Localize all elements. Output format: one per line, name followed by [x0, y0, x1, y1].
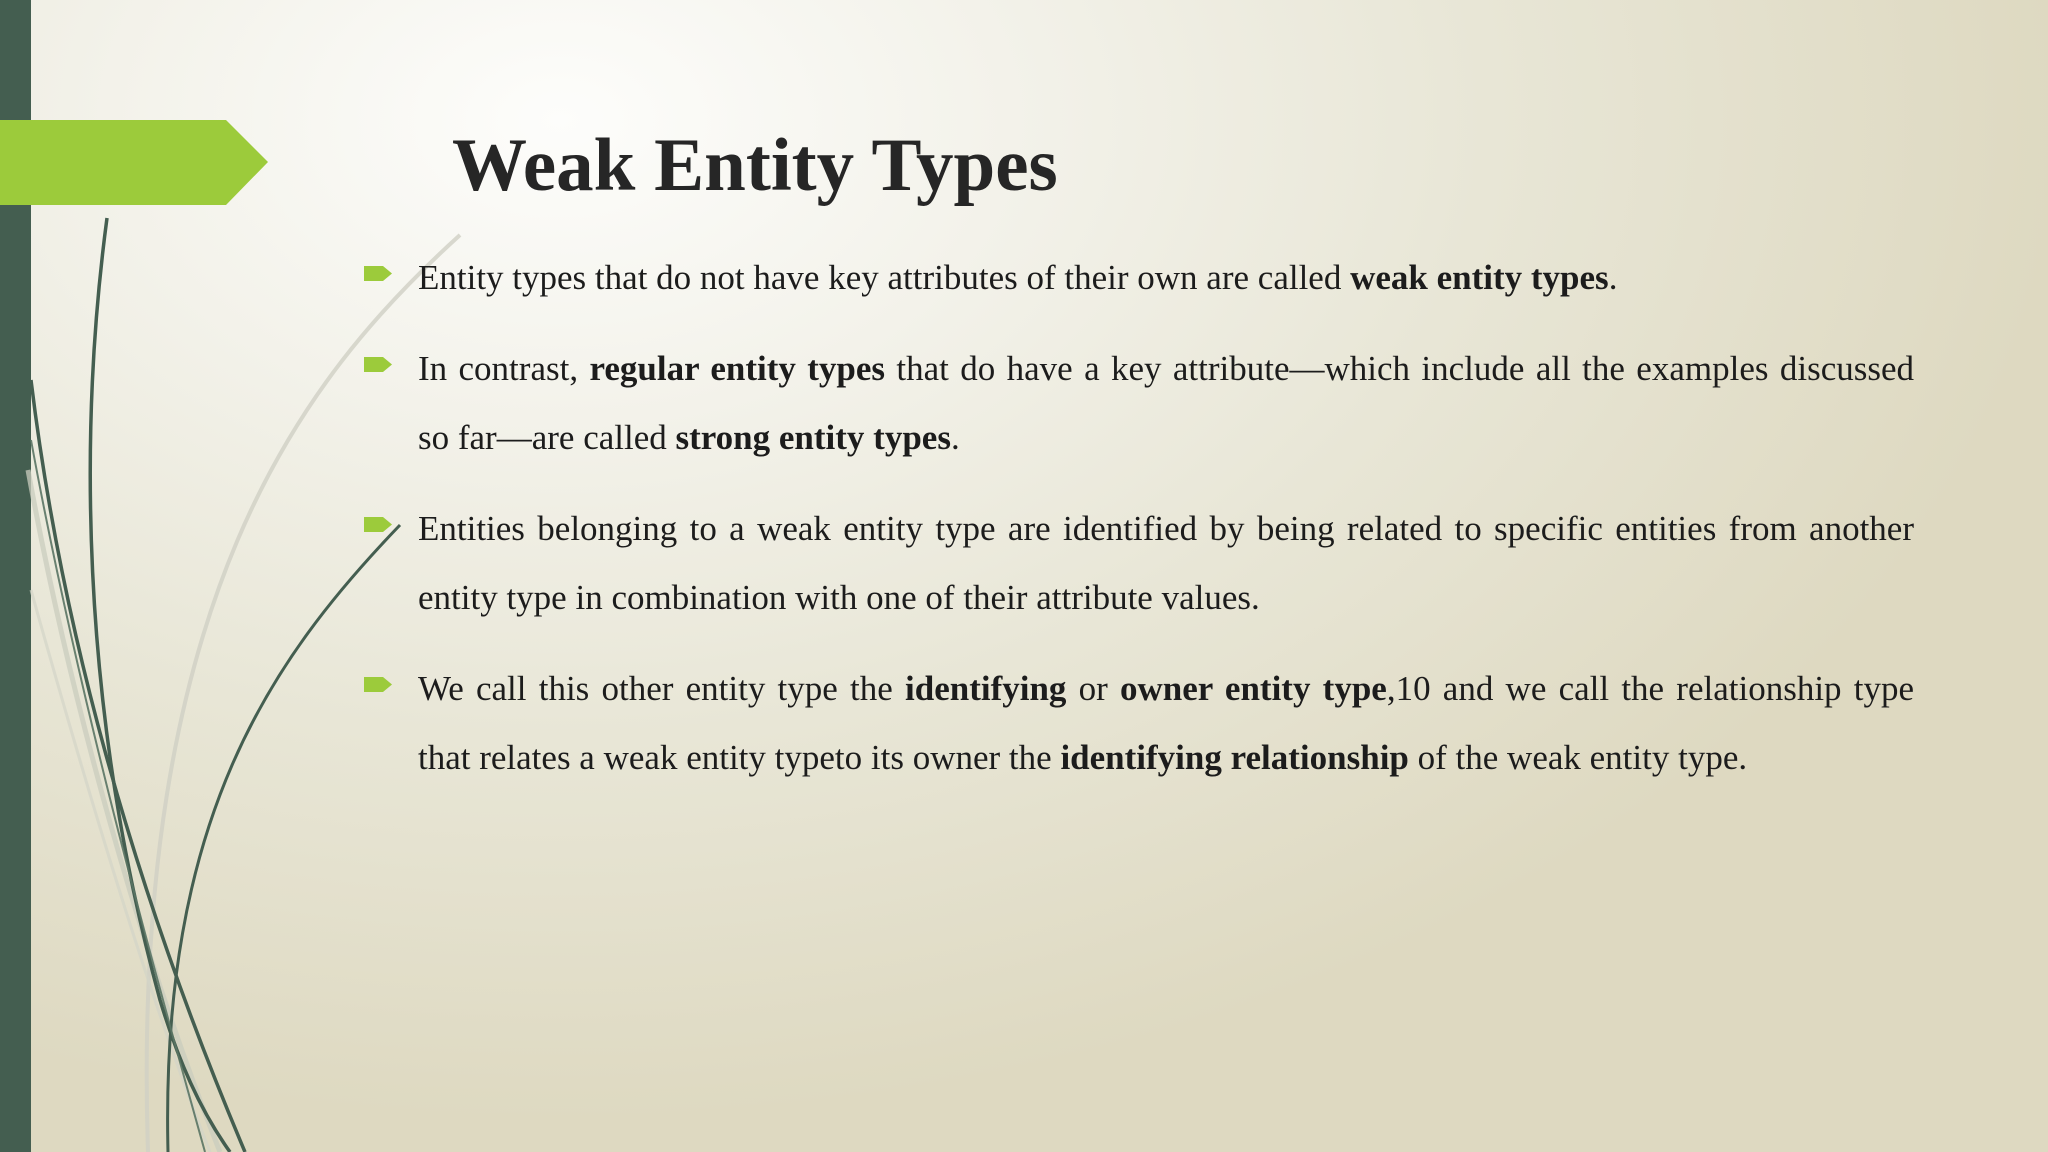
bullet-item [360, 654, 1914, 792]
bullet-text: Entities belonging to a weak entity type are identified by being related to specific entities from another entity type in combination with one of their attribute values. [418, 509, 1914, 617]
bullet-list [360, 243, 1914, 814]
dark-swoosh-2 [31, 380, 245, 1152]
green-arrow-banner [0, 120, 268, 205]
arrow-bullet-icon [364, 354, 394, 375]
bullet-text: Entity types that do not have key attributes of their own are called weak entity types. [418, 258, 1618, 297]
arrow-bullet-icon [364, 674, 394, 695]
arrow-bullet-icon [364, 263, 394, 284]
arrow-bullet-icon [364, 514, 394, 535]
bullet-item [360, 243, 1914, 312]
bullet-item [360, 494, 1914, 632]
bullet-item [360, 334, 1914, 472]
slide-title: Weak Entity Types [452, 124, 1058, 207]
bullet-text: In contrast, regular entity types that do have a key attribute—which include all the examples discussed so far—are called strong entity types. [418, 349, 1915, 457]
bullet-text: We call this other entity type the identifying or owner entity type,10 and we call the relationship type that relates a weak entity typeto its owner the identifying relationship of the weak entity type. [418, 669, 1915, 777]
